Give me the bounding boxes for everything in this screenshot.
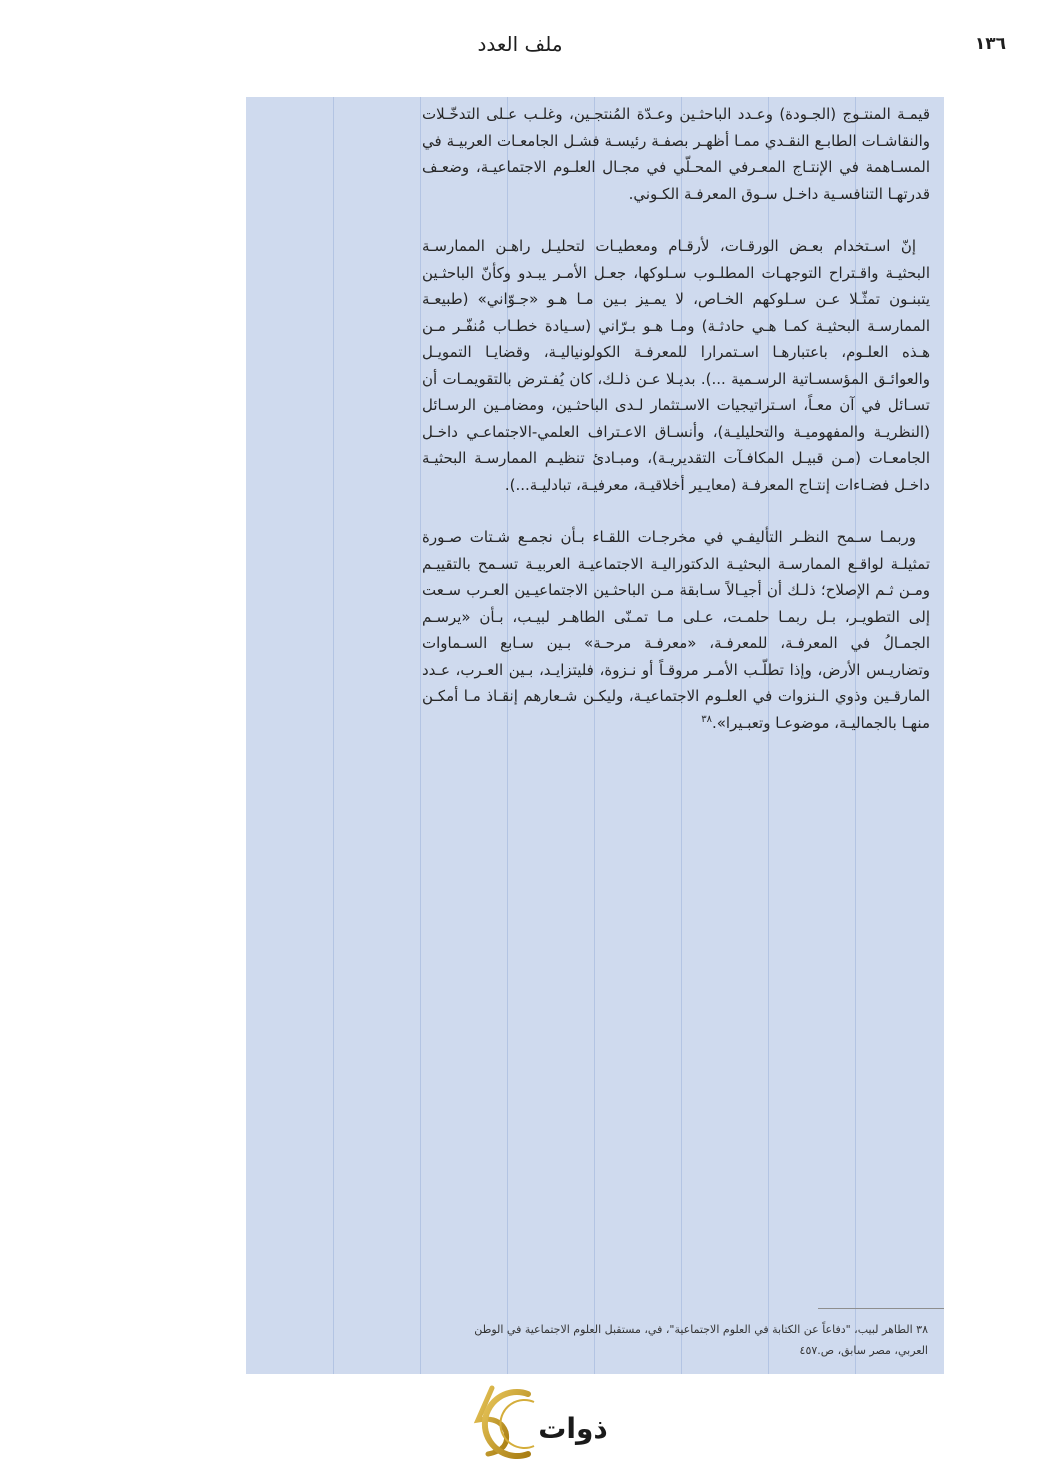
footnote-divider xyxy=(818,1308,944,1309)
paragraph: قيمـة المنتـوج (الجـودة) وعـدد الباحثـين وعـدّة المُنتجـين، وغلـب عـلى التدخّـلات والنقاشـات الطابـع النقـدي ممـا أظهـر بصفـة رئيسـة فشـل الجامعـات العربيـة في المسـاهمة في الإنتـاج المعـرفي المحـلّي في مجـال العلـوم الاجتماعيـة، وضعـف قدرتهـا التنافسـية داخـل سـوق المعرفـة الكـوني. xyxy=(422,105,930,203)
column-guide xyxy=(420,97,421,1374)
paragraph xyxy=(422,524,930,736)
article-body xyxy=(422,101,930,762)
paragraph: إنّ اسـتخدام بعـض الورقـات، لأرقـام ومعطيـات لتحليـل راهـن الممارسـة البحثيـة واقـتراح التوجهـات المطلـوب سـلوكها، جعـل الأمـر يبـدو وكأنّ الباحثـين يتبنـون تمثّـلا عـن سـلوكهم الخـاص، لا يمـيز بـين مـا هـو «جـوّاني» (طبيعـة الممارسـة البحثيـة كمـا هـي حادثـة) ومـا هـو بـرّاني (سـيادة خطـاب مُنفّـر مـن هـذه العلـوم، باعتبارهـا اسـتمرارا للمعرفـة الكولونياليـة، وقضايـا التمويـل والعوائـق المؤسسـاتية الرسـمية ...). بديـلا عـن ذلـك، كان يُفـترض بالتقويمـات أن تسـائل في آن معـاً، اسـتراتيجيات الاسـتثمار لـدى الباحثـين، ومضامـين الرسـائل (النظريـة والمفهوميـة والتحليليـة)، وأنسـاق الاعـتراف العلمي-الاجتماعـي داخـل الجامعـات (مـن قبيـل المكافـآت التقديريـة)، ومبـادئ تنظيـم الممارسـة البحثيـة داخـل فضـاءات إنتـاج المعرفـة (معايـير أخلاقيـة، معرفيـة، تبادليـة...). xyxy=(422,237,930,494)
footnote xyxy=(442,1319,928,1361)
dhawat-logo-icon xyxy=(470,1380,610,1460)
footnote-line: العربي، مصر سابق، ص.٤٥٧ xyxy=(799,1344,928,1357)
content-panel xyxy=(246,97,944,1374)
page-number: ١٣٦ xyxy=(974,34,1006,54)
logo-wordmark: ذوات xyxy=(538,1412,608,1445)
footnote-reference[interactable]: ٣٨ xyxy=(701,713,712,725)
column-guide xyxy=(333,97,334,1374)
footnote-line: ٣٨ الطاهر لبيب، "دفاعاً عن الكتابة في العلوم الاجتماعية"، في، مستقبل العلوم الاجتماعية في الوطن xyxy=(474,1323,928,1336)
section-title: ملف العدد xyxy=(477,32,563,56)
paragraph-text: وربمـا سـمح النظـر التأليفـي في مخرجـات اللقـاء بـأن نجمـع شـتات صـورة تمثيلـة لواقـع الممارسـة البحثيـة الدكتوراليـة الاجتماعيـة العربيـة تسـمح بالتقييـم ومـن ثـم الإصلاح؛ ذلـك أن أجيـالاً سـابقة مـن الباحثـين الاجتماعيـين العـرب سـعت إلى التطويـر، بـل ربمـا حلمـت، عـلى مـا تمـنّى الطاهـر لبيـب، بـأن «يرسـم الجمـالُ في المعرفـة، للمعرفـة، «معرفـة مرحـة» بـين سـابع السـماوات وتضاريـس الأرض، وإذا تطلّـب الأمـر مروقـاً أو نـزوة، فليتزايـد، بـين العـرب، عـدد المارقـين وذوي الـنزوات في العلـوم الاجتماعيـة، وليكـن شـعارهم إنقـاذ مـا أمكـن منهـا بالجماليـة، موضوعـا وتعبـيرا». xyxy=(422,528,930,732)
